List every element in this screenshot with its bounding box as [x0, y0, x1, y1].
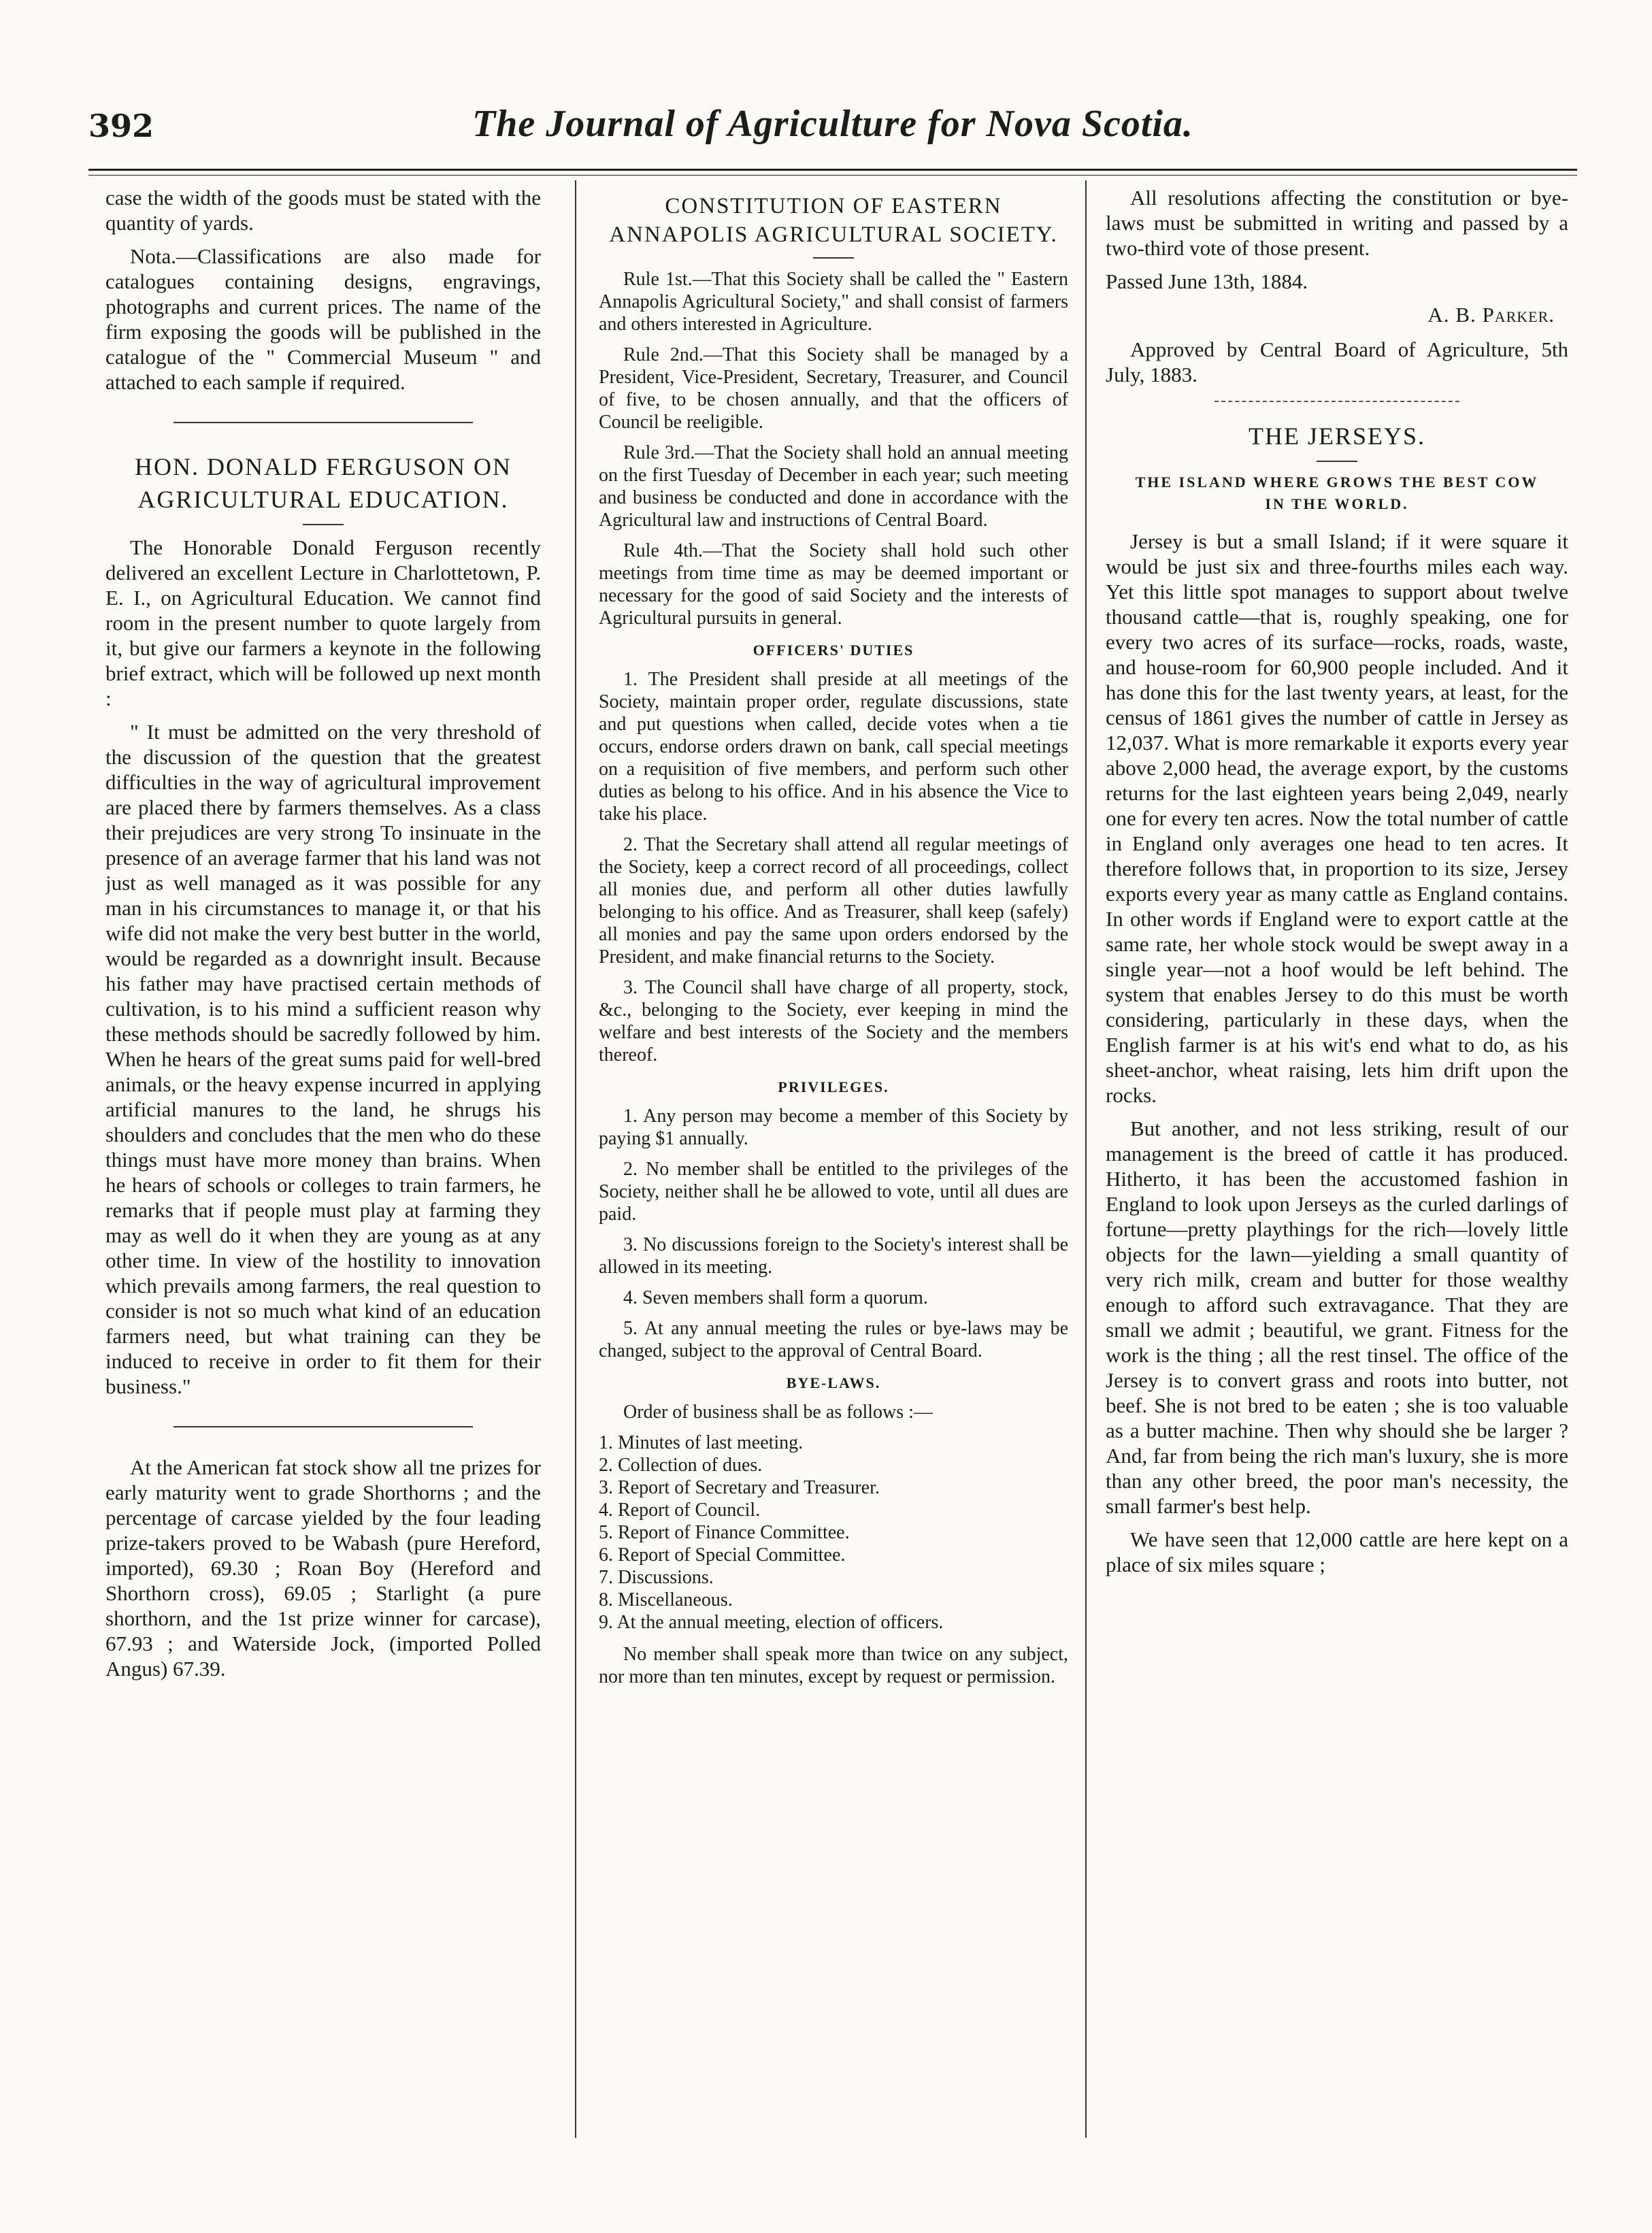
rule-2nd: Rule 2nd.—That this Society shall be managed by a President, Vice-President, Secretary, Treasurer, and Council of five, to be chosen annually, and that the officers of Council be reeligible. [599, 344, 1068, 433]
heading-underline [303, 524, 344, 525]
rule-1st: Rule 1st.—That this Society shall be called the " Eastern Annapolis Agricultural Society," and shall consist of farmers and others interested in Agriculture. [599, 269, 1068, 335]
section-divider [1215, 401, 1459, 402]
passed-date: Passed June 13th, 1884. [1106, 269, 1308, 293]
officers-duty-1: 1. The President shall preside at all meetings of the Society, maintain proper order, regulate discussions, state and put questions when called, decide votes when a tie occurs, endorse orders drawn on bank, call special meetings on a requisition of five members, and perform such other duties as belong to his office. And in his absence the Vice to take his place. [599, 669, 1068, 825]
privilege-5: 5. At any annual meeting the rules or bye-laws may be changed, subject to the approval of Central Board. [599, 1318, 1068, 1361]
list-item: 2. Collection of dues. [599, 1455, 763, 1476]
paragraph-jersey-island: Jersey is but a small Island; if it were square it would be just six and three-fourths miles each way. Yet this little spot manages to support about twelve thousand cattle—that is, roughly speaking, one for every two acres of its surface—rocks, roads, waste, and house-room for 60,900 people included. And it has done this for the last twenty years, at least, for the census of 1861 gives the number of cattle in Jersey as 12,037. What is more remarkable it exports every year above 2,000 head, the average export, by the customs returns for the last eighteen years being 2,049, nearly one for every ten acres. Now the total number of cattle in England only averages one head to ten acres. It therefore follows that, in proportion to its size, Jersey exports every year as many cattle as England contains. In other words if England were to export cattle at the same rate, her whole stock would be swept away in a single year—not a hoof would be left behind. The system that enables Jersey to do this must be worth considering, particularly in these days, when the English farmer is at his wit's end what to do, as his sheet-anchor, wheat raising, lets him drift upon the rocks. [1106, 529, 1568, 1107]
subheading-privileges: PRIVILEGES. [778, 1078, 889, 1095]
article-heading-jerseys: THE JERSEYS. [1248, 423, 1426, 450]
paragraph-goods-width: case the width of the goods must be stated with the quantity of yards. [105, 186, 541, 235]
list-item: 1. Minutes of last meeting. [599, 1432, 804, 1453]
article-heading-ferguson: HON. DONALD FERGUSON ON AGRICULTURAL EDUCATION. [134, 453, 512, 513]
column-middle [599, 185, 1068, 2145]
page-header [88, 102, 1577, 163]
article-subheading-jerseys: THE ISLAND WHERE GROWS THE BEST COW IN THE WORLD. [1135, 474, 1539, 512]
list-item: 4. Report of Council. [599, 1500, 761, 1521]
subheading-bye-laws: BYE-LAWS. [786, 1374, 881, 1391]
list-item: 3. Report of Secretary and Treasurer. [599, 1477, 880, 1498]
officers-duty-3: 3. The Council shall have charge of all property, stock, &c., belonging to the Society, ever keeping in mind the welfare and best interests of the Society and the members thereof. [599, 977, 1068, 1065]
list-item: 8. Miscellaneous. [599, 1589, 733, 1610]
privilege-4: 4. Seven members shall form a quorum. [623, 1287, 928, 1308]
approved-note: Approved by Central Board of Agriculture, 5th July, 1883. [1106, 337, 1568, 386]
paragraph-speaking-rule: No member shall speak more than twice on any subject, nor more than ten minutes, except by request or permission. [599, 1644, 1068, 1687]
paragraph-ferguson-intro: The Honorable Donald Ferguson recently delivered an excellent Lecture in Charlottetown, P. E. I., on Agricultural Education. We cannot find room in the present number to quote largely from it, but give our farmers a keynote in the following brief extract, which will be followed up next month : [105, 535, 541, 710]
paragraph-jersey-breed: But another, and not less striking, result of our management is the breed of cattle it has produced. Hitherto, it has been the accustomed fashion in England to look upon Jerseys as the curled darlings of fortune—pretty playthings for the rich—lovely little objects for the lawn—yielding a small quantity of very rich milk, cream and butter for those wealthy enough to afford such extravagance. That they are small we admit ; beautiful, we grant. Fitness for the work is the thing ; all the rest tinsel. The office of the Jersey is to convert grass and roots into butter, not beef. She is not bred to be eaten ; she is too valuable as a butter machine. Then why should she be larger ? And, far from being the rich man's luxury, she is more than any other breed, the poor man's necessity, the small farmer's best help. [1106, 1116, 1568, 1518]
paragraph-nota: Nota.—Classifications are also made for catalogues containing designs, engravings, photographs and current prices. The name of the firm exposing the goods will be published in the catalogue of the " Commercial Museum " and attached to each sample if required. [105, 244, 541, 394]
privilege-2: 2. No member shall be entitled to the privileges of the Society, neither shall he be allowed to vote, until all dues are paid. [599, 1159, 1068, 1225]
paragraph-resolutions: All resolutions affecting the constitution or bye-laws must be submitted in writing and passed by a two-third vote of those present. [1106, 186, 1568, 260]
privilege-3: 3. No discussions foreign to the Society's interest shall be allowed in its meeting. [599, 1234, 1068, 1278]
officers-duty-2: 2. That the Secretary shall attend all regular meetings of the Society, keep a correct record of all proceedings, collect all monies due, and perform all other duties lawfully belonging to his office. And as Treasurer, shall keep (safely) all monies and pay the same upon orders endorsed by the President, and make financial returns to the Society. [599, 834, 1068, 967]
header-rule [88, 169, 1577, 176]
heading-underline [813, 257, 854, 259]
section-divider [174, 1426, 473, 1427]
article-heading-constitution: CONSTITUTION OF EASTERN ANNAPOLIS AGRICULTURAL SOCIETY. [609, 194, 1058, 247]
paragraph-ferguson-quote: " It must be admitted on the very threshold of the discussion of the question that the greatest difficulties in the way of agricultural improvement are placed there by farmers themselves. As a class their prejudices are very strong To insinuate in the presence of an average farmer that his land was not just as well managed as it was possible for any man in his circumstances to manage it, or that his wife did not make the very best butter in the world, would be regarded as a downright insult. Because his father may have practised certain methods of cultivation, is to his mind a sufficient reason why these methods should be sacredly followed by him. When he hears of the great sums paid for well-bred animals, or the heavy expense incurred in applying artificial manures to the land, he shrugs his shoulders and concludes that the men who do these things must have more money than brains. When he hears of schools or colleges to train farmers, he remarks that if people must play at farming they may as well do it when they are young as at any other time. In view of the hostility to innovation which prevails among farmers, the real question to consider is not so much what kind of an education farmers need, but what training can they be induced to receive in order to fit them for their business." [105, 720, 541, 1398]
section-divider [174, 422, 473, 423]
heading-underline [1317, 461, 1357, 462]
column-left [105, 185, 541, 2145]
subheading-officers-duties: OFFICERS' DUTIES [753, 642, 914, 659]
column-divider-right [1085, 180, 1087, 2138]
list-item: 6. Report of Special Committee. [599, 1544, 846, 1566]
list-item: 5. Report of Finance Committee. [599, 1522, 850, 1543]
column-right [1106, 185, 1568, 2145]
privilege-1: 1. Any person may become a member of this Society by paying $1 annually. [599, 1106, 1068, 1149]
signature: A. B. Parker. [1427, 303, 1555, 327]
column-divider-left [575, 180, 576, 2138]
rule-3rd: Rule 3rd.—That the Society shall hold an annual meeting on the first Tuesday of December in each year; such meeting and business be conducted and done in accordance with the Agricultural law and instructions of Central Board. [599, 442, 1068, 531]
list-item: 7. Discussions. [599, 1567, 714, 1588]
bye-laws-intro: Order of business shall be as follows :— [623, 1402, 933, 1423]
list-item: 9. At the annual meeting, election of officers. [599, 1612, 944, 1633]
rule-4th: Rule 4th.—That the Society shall hold such other meetings from time time as may be deemed important or necessary for the good of said Society and the interests of Agricultural pursuits in general. [599, 540, 1068, 629]
running-title: The Journal of Agriculture for Nova Scotia. [472, 103, 1193, 145]
paragraph-fat-stock-show: At the American fat stock show all tne prizes for early maturity went to grade Shorthorns ; and the percentage of carcase yielded by the four leading prize-takers proved to be Wabash (pure Hereford, imported), 69.30 ; Roan Boy (Hereford and Shorthorn cross), 69.05 ; Starlight (a pure shorthorn, and the 1st prize winner for carcase), 67.93 ; and Waterside Jock, (imported Polled Angus) 67.39. [105, 1455, 541, 1681]
page-number: 392 [88, 107, 154, 144]
bye-laws-list [599, 1432, 1068, 1634]
paragraph-jersey-cattle: We have seen that 12,000 cattle are here kept on a place of six miles square ; [1106, 1527, 1568, 1576]
